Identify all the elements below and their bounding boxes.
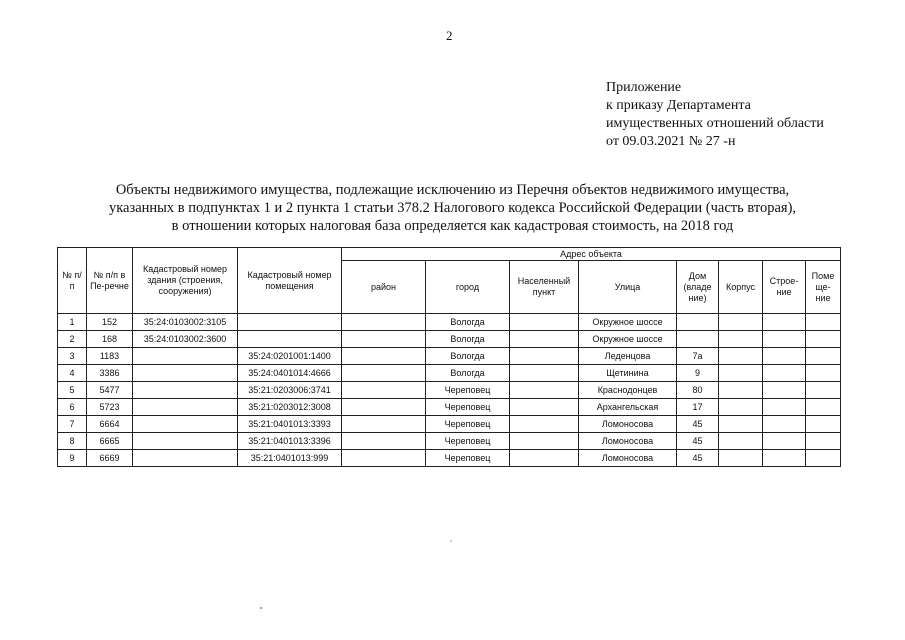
cell-premises — [806, 399, 841, 416]
cell-num: 8 — [58, 433, 87, 450]
cell-street: Архангельская — [579, 399, 677, 416]
cell-building — [719, 365, 763, 382]
cell-building — [719, 314, 763, 331]
table-row — [58, 365, 841, 382]
cell-district — [342, 416, 426, 433]
cell-premises — [806, 331, 841, 348]
cell-building — [719, 399, 763, 416]
cell-building-cadastral: 35:24:0103002:3600 — [133, 331, 238, 348]
cell-house — [677, 331, 719, 348]
cell-structure — [763, 416, 806, 433]
cell-premises — [806, 314, 841, 331]
cell-district — [342, 433, 426, 450]
cell-district — [342, 314, 426, 331]
cell-settlement — [510, 348, 579, 365]
cell-settlement — [510, 450, 579, 467]
header-premises: Поме ще-ние — [806, 261, 841, 314]
cell-structure — [763, 450, 806, 467]
cell-building-cadastral — [133, 450, 238, 467]
header-house: Дом (владе ние) — [677, 261, 719, 314]
cell-street: Щетинина — [579, 365, 677, 382]
cell-city: Череповец — [426, 382, 510, 399]
cell-structure — [763, 314, 806, 331]
cell-premises — [806, 433, 841, 450]
cell-street: Ломоносова — [579, 416, 677, 433]
cell-structure — [763, 399, 806, 416]
scan-speck — [260, 607, 262, 609]
cell-premises-cadastral: 35:21:0401013:3393 — [238, 416, 342, 433]
cell-settlement — [510, 399, 579, 416]
cell-premises-cadastral: 35:24:0201001:1400 — [238, 348, 342, 365]
cell-premises-cadastral: 35:21:0203006:3741 — [238, 382, 342, 399]
table-row — [58, 331, 841, 348]
table-row — [58, 450, 841, 467]
scan-speck — [450, 540, 452, 542]
cell-list-num: 5477 — [87, 382, 133, 399]
cell-district — [342, 382, 426, 399]
cell-list-num: 3386 — [87, 365, 133, 382]
header-street: Улица — [579, 261, 677, 314]
cell-settlement — [510, 416, 579, 433]
cell-structure — [763, 331, 806, 348]
cell-city: Вологда — [426, 365, 510, 382]
appendix-line-3: имущественных отношений области — [606, 116, 824, 131]
cell-premises — [806, 416, 841, 433]
header-city: город — [426, 261, 510, 314]
title-line-3: в отношении которых налоговая база определяется как кадастровая стоимость, на 2018 год — [171, 218, 734, 234]
cell-house: 7а — [677, 348, 719, 365]
cell-city: Череповец — [426, 433, 510, 450]
cell-house: 80 — [677, 382, 719, 399]
document-title — [40, 181, 865, 235]
cell-num: 2 — [58, 331, 87, 348]
title-line-1: Объекты недвижимого имущества, подлежащие исключению из Перечня объектов недвижимого имущества, — [115, 182, 790, 198]
cell-building-cadastral — [133, 416, 238, 433]
header-address-group: Адрес объекта — [342, 248, 841, 261]
header-structure: Строе-ние — [763, 261, 806, 314]
cell-district — [342, 365, 426, 382]
cell-building — [719, 433, 763, 450]
cell-building-cadastral — [133, 399, 238, 416]
cell-num: 7 — [58, 416, 87, 433]
cell-premises-cadastral: 35:21:0203012:3008 — [238, 399, 342, 416]
cell-house: 45 — [677, 416, 719, 433]
cell-premises-cadastral — [238, 314, 342, 331]
table-body — [58, 314, 841, 467]
cell-structure — [763, 382, 806, 399]
cell-house: 45 — [677, 433, 719, 450]
cell-premises — [806, 382, 841, 399]
cell-building-cadastral — [133, 365, 238, 382]
cell-house: 45 — [677, 450, 719, 467]
cell-list-num: 6669 — [87, 450, 133, 467]
cell-premises-cadastral: 35:24:0401014:4666 — [238, 365, 342, 382]
table-row — [58, 348, 841, 365]
cell-city: Вологда — [426, 348, 510, 365]
cell-premises — [806, 348, 841, 365]
cell-building — [719, 331, 763, 348]
header-settlement: Населенный пункт — [510, 261, 579, 314]
cell-num: 4 — [58, 365, 87, 382]
cell-building — [719, 450, 763, 467]
cell-num: 9 — [58, 450, 87, 467]
cell-structure — [763, 365, 806, 382]
cell-list-num: 6665 — [87, 433, 133, 450]
cell-building-cadastral: 35:24:0103002:3105 — [133, 314, 238, 331]
cell-street: Окружное шоссе — [579, 331, 677, 348]
cell-list-num: 152 — [87, 314, 133, 331]
table-row — [58, 433, 841, 450]
cell-city: Вологда — [426, 314, 510, 331]
cell-building-cadastral — [133, 348, 238, 365]
header-building: Корпус — [719, 261, 763, 314]
cell-street: Леденцова — [579, 348, 677, 365]
cell-num: 6 — [58, 399, 87, 416]
cell-district — [342, 348, 426, 365]
header-building-cadastral: Кадастровый номер здания (строения, сооружения) — [133, 248, 238, 314]
cell-structure — [763, 433, 806, 450]
cell-street: Краснодонцев — [579, 382, 677, 399]
cell-settlement — [510, 314, 579, 331]
cell-premises-cadastral — [238, 331, 342, 348]
cell-building — [719, 416, 763, 433]
cell-settlement — [510, 331, 579, 348]
cell-building-cadastral — [133, 382, 238, 399]
cell-house — [677, 314, 719, 331]
cell-settlement — [510, 382, 579, 399]
cell-premises — [806, 450, 841, 467]
cell-house: 17 — [677, 399, 719, 416]
cell-structure — [763, 348, 806, 365]
appendix-line-1: Приложение — [606, 80, 682, 95]
cell-settlement — [510, 433, 579, 450]
cell-num: 1 — [58, 314, 87, 331]
cell-building-cadastral — [133, 433, 238, 450]
cell-city: Череповец — [426, 399, 510, 416]
cell-district — [342, 399, 426, 416]
cell-street: Окружное шоссе — [579, 314, 677, 331]
table-row — [58, 382, 841, 399]
table-row — [58, 399, 841, 416]
objects-table — [57, 247, 841, 467]
cell-list-num: 5723 — [87, 399, 133, 416]
cell-settlement — [510, 365, 579, 382]
cell-list-num: 168 — [87, 331, 133, 348]
cell-premises-cadastral: 35:21:0401013:999 — [238, 450, 342, 467]
table-row — [58, 314, 841, 331]
table-row — [58, 416, 841, 433]
cell-street: Ломоносова — [579, 450, 677, 467]
cell-city: Вологда — [426, 331, 510, 348]
appendix-line-4: от 09.03.2021 № 27 -н — [606, 134, 736, 149]
header-premises-cadastral: Кадастровый номер помещения — [238, 248, 342, 314]
cell-list-num: 1183 — [87, 348, 133, 365]
cell-house: 9 — [677, 365, 719, 382]
header-num: № п/п — [58, 248, 87, 314]
cell-premises — [806, 365, 841, 382]
cell-building — [719, 382, 763, 399]
cell-num: 5 — [58, 382, 87, 399]
cell-street: Ломоносова — [579, 433, 677, 450]
page-number: 2 — [446, 28, 453, 43]
cell-building — [719, 348, 763, 365]
header-list-num: № п/п в Пе-речне — [87, 248, 133, 314]
cell-city: Череповец — [426, 416, 510, 433]
cell-city: Череповец — [426, 450, 510, 467]
header-district: район — [342, 261, 426, 314]
cell-list-num: 6664 — [87, 416, 133, 433]
appendix-block — [606, 79, 824, 151]
cell-num: 3 — [58, 348, 87, 365]
appendix-line-2: к приказу Департамента — [606, 98, 751, 113]
cell-district — [342, 450, 426, 467]
cell-district — [342, 331, 426, 348]
cell-premises-cadastral: 35:21:0401013:3396 — [238, 433, 342, 450]
title-line-2: указанных в подпунктах 1 и 2 пункта 1 статьи 378.2 Налогового кодекса Российской Федерации (часть вторая), — [108, 200, 797, 216]
